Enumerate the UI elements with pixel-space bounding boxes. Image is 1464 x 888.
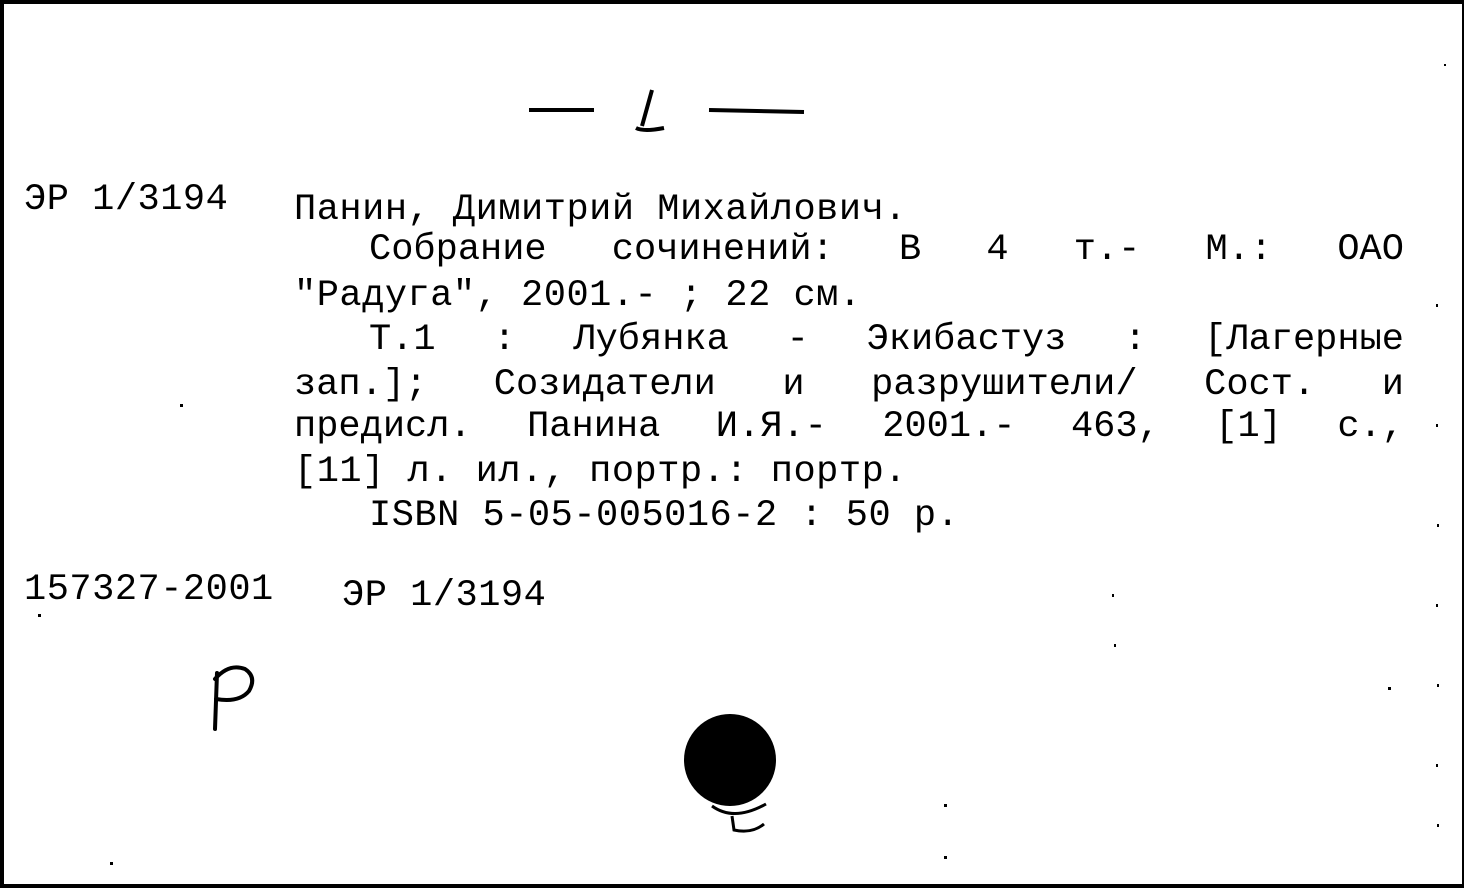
- isbn-price: ISBN 5-05-005016-2 : 50 р.: [369, 495, 960, 537]
- call-number-bottom: ЭР 1/3194: [342, 575, 547, 617]
- title-line-2: "Радуга", 2001.- ; 22 см.: [294, 275, 862, 317]
- title-word: Собрание: [369, 229, 547, 271]
- volume-word: Созидатели: [493, 364, 716, 406]
- punch-hole-tear: [704, 794, 784, 839]
- title-word: сочинений:: [611, 229, 834, 271]
- call-number: ЭР 1/3194: [24, 179, 229, 221]
- volume-word: предисл.: [294, 406, 472, 448]
- volume-word: [Лагерные: [1204, 319, 1404, 361]
- title-word: М.:: [1205, 229, 1273, 271]
- title-line-1: [369, 229, 1404, 271]
- volume-word: -: [786, 319, 809, 361]
- volume-line-1: [369, 319, 1404, 361]
- page-number-mark: [524, 82, 814, 142]
- volume-word: разрушители/: [871, 364, 1138, 406]
- title-word: т.-: [1073, 229, 1141, 271]
- title-word: В: [899, 229, 922, 271]
- volume-word: зап.];: [294, 364, 428, 406]
- volume-word: :: [1124, 319, 1147, 361]
- handwritten-mark: [199, 659, 269, 734]
- volume-word: И.Я.-: [715, 406, 827, 448]
- volume-word: и: [782, 364, 805, 406]
- volume-line-4: [11] л. ил., портр.: портр.: [294, 451, 907, 493]
- volume-word: 463,: [1070, 406, 1160, 448]
- volume-word: Лубянка: [573, 319, 729, 361]
- volume-word: 2001.-: [882, 406, 1016, 448]
- title-word: ОАО: [1337, 229, 1404, 271]
- volume-word: Т.1: [369, 319, 436, 361]
- volume-word: Сост.: [1204, 364, 1316, 406]
- volume-word: и: [1381, 364, 1404, 406]
- punch-hole: [684, 714, 776, 806]
- volume-word: :: [493, 319, 516, 361]
- author-heading: Панин, Димитрий Михайлович.: [294, 189, 907, 231]
- volume-line-2: [294, 364, 1404, 406]
- volume-word: Экибастуз: [866, 319, 1067, 361]
- volume-word: Панина: [527, 406, 661, 448]
- accession-number: 157327-2001: [24, 569, 274, 611]
- volume-word: [1]: [1215, 406, 1282, 448]
- volume-word: с.,: [1337, 406, 1404, 448]
- volume-line-3: [294, 406, 1404, 448]
- title-word: 4: [986, 229, 1009, 271]
